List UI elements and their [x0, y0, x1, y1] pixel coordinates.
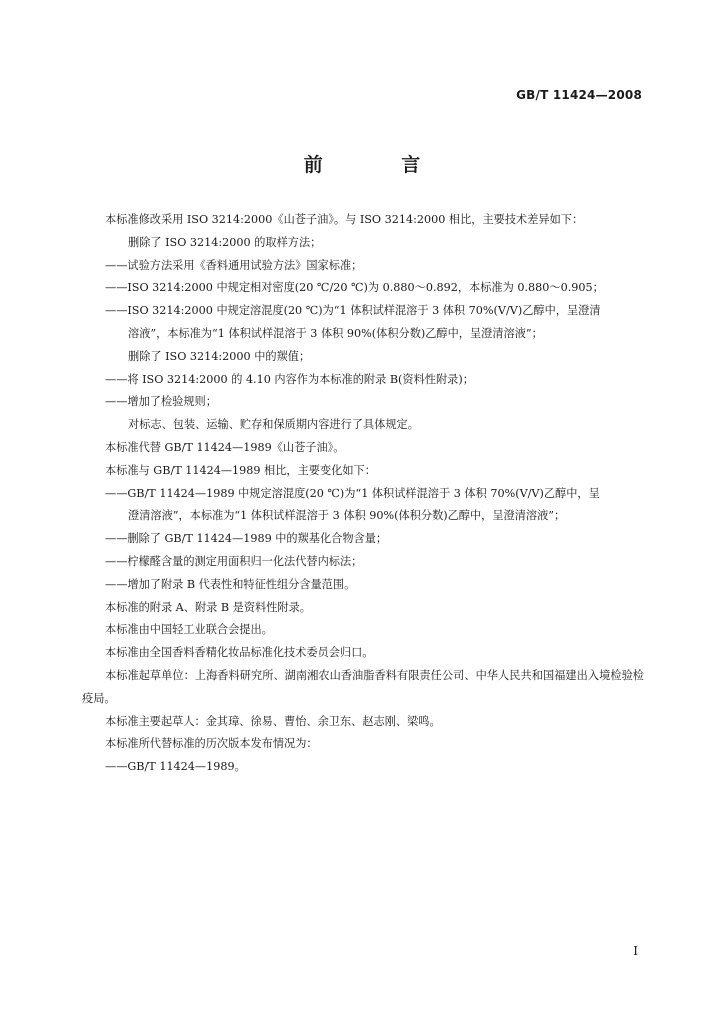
list-item: ——将 ISO 3214:2000 的 4.10 内容作为本标准的附录 B(资料性附录)； — [105, 372, 474, 386]
paragraph-line: 本标准与 GB/T 11424—1989 相比，主要变化如下： — [105, 463, 376, 477]
paragraph-line: 本标准的附录 A、附录 B 是资料性附录。 — [105, 600, 311, 614]
list-item: ——ISO 3214:2000 中规定相对密度(20 ℃/20 ℃)为 0.880～0.892，本标准为 0.880～0.905； — [105, 281, 604, 295]
list-item: ——柠檬醛含量的测定用面积归一化法代替内标法； — [105, 554, 363, 568]
paragraph-line: 本标准主要起草人：金其璋、徐易、曹怡、余卫东、赵志刚、梁鸣。 — [105, 714, 441, 728]
foreword-body — [82, 209, 644, 779]
list-item-continuation: 澄清溶液”，本标准为“1 体积试样混溶于 3 体积 90%(体积分数)乙醇中，呈澄清溶液”； — [128, 509, 566, 523]
list-item-continuation: 溶液”，本标准为“1 体积试样混溶于 3 体积 90%(体积分数)乙醇中，呈澄清溶液”； — [128, 326, 543, 340]
list-item: 删除了 ISO 3214:2000 的取样方法； — [128, 235, 322, 249]
list-item: ——GB/T 11424—1989 中规定溶混度(20 ℃)为“1 体积试样混溶于 3 体积 70%(V/V)乙醇中，呈 — [105, 486, 600, 500]
list-item: ——GB/T 11424—1989。 — [105, 760, 246, 774]
list-item: ——ISO 3214:2000 中规定溶混度(20 ℃)为“1 体积试样混溶于 3 体积 70%(V/V)乙醇中，呈澄清 — [105, 304, 601, 318]
list-item: ——删除了 GB/T 11424—1989 中的羰基化合物含量； — [105, 532, 388, 546]
paragraph-line: 本标准由中国轻工业联合会提出。 — [105, 623, 273, 637]
list-item: ——增加了附录 B 代表性和特征性组分含量范围。 — [105, 577, 356, 591]
paragraph-drafting-units: 本标准起草单位：上海香料研究所、湖南湘农山香油脂香料有限责任公司、中华人民共和国福建出入境检验检疫局。 — [82, 668, 644, 705]
standard-code: GB/T 11424—2008 — [516, 88, 642, 102]
paragraph-line: 本标准所代替标准的历次版本发布情况为： — [105, 737, 318, 751]
paragraph-line: 本标准修改采用 ISO 3214:2000《山苍子油》。与 ISO 3214:2000 相比，主要技术差异如下： — [105, 213, 584, 226]
paragraph-line: 本标准由全国香料香精化妆品标准化技术委员会归口。 — [105, 646, 374, 660]
list-item: 删除了 ISO 3214:2000 中的羰值； — [128, 349, 311, 363]
list-item: ——增加了检验规则； — [105, 395, 217, 409]
page-number: I — [633, 944, 638, 958]
list-item: ——试验方法采用《香料通用试验方法》国家标准； — [105, 258, 363, 272]
page-title: 前 言 — [303, 154, 457, 176]
list-item: 对标志、包装、运输、贮存和保质期内容进行了具体规定。 — [128, 418, 419, 432]
paragraph-line: 本标准代替 GB/T 11424—1989《山苍子油》。 — [105, 440, 345, 454]
